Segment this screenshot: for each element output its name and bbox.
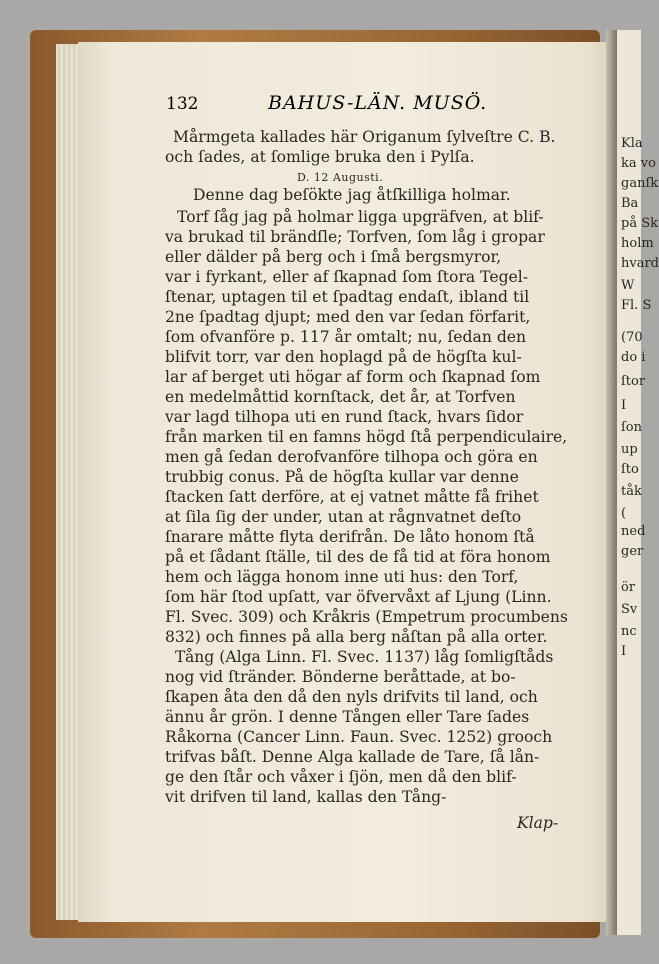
right-page-fragment: ned — [621, 524, 646, 539]
right-page-fragment: I — [621, 644, 627, 659]
text-line: ſtenar, uptagen til et ſpadtag endaſt, ibland til — [165, 288, 530, 306]
right-page-fragment: ganſk — [621, 176, 659, 191]
right-page-fragment: W — [621, 278, 635, 293]
text-line: ännu år grön. I denne Tången eller Tare ſades — [165, 708, 530, 726]
text-line: 832) och finnes på alla berg nåſtan på alla orter. — [165, 628, 548, 646]
right-page-fragment: på Sk — [621, 216, 658, 231]
text-line: trifvas båſt. Denne Alga kallade de Tare, ſå lån- — [165, 748, 540, 766]
text-line: va brukad til brändſle; Torfven, ſom låg i gropar — [165, 228, 545, 246]
right-page-fragment: Sv — [621, 602, 638, 617]
text-line: Torf ſåg jag på holmar ligga upgräfven, at blif- — [177, 208, 544, 226]
text-line: Råkorna (Cancer Linn. Faun. Svec. 1252) grooch — [165, 728, 553, 746]
right-page-fragment: ( — [621, 506, 627, 521]
right-page-fragment: (70 — [621, 330, 643, 345]
text-line: ſkapen åta den då den nyls drifvits til land, och — [165, 688, 538, 706]
text-line: ſom ofvanföre p. 117 år omtalt; nu, ſedan den — [165, 328, 527, 346]
text-line: hem och lägga honom inne uti hus: den Torf, — [165, 568, 519, 586]
right-page-fragment: Fl. S — [621, 298, 652, 313]
right-page-edge — [617, 30, 659, 935]
right-page-fragment: up — [621, 442, 638, 457]
text-line: vit drifven til land, kallas den Tång- — [165, 788, 447, 806]
right-page-fragment: do i — [621, 350, 646, 365]
text-line: at ſila ſig der under, utan at rågnvatnet deſto — [165, 508, 522, 526]
right-page-fragment: Ba — [621, 196, 639, 211]
text-line: från marken til en famns högd ſtå perpendiculaire, — [165, 428, 568, 446]
right-page-fragment: I — [621, 398, 627, 413]
page-number: 132 — [166, 94, 199, 114]
text-line: ſtacken ſatt derföre, at ej vatnet måtte få frihet — [165, 488, 539, 506]
running-head: BAHUS-LÄN. MUSÖ. — [268, 92, 488, 114]
right-page-fragment: Kla — [621, 136, 643, 151]
right-page-fragment: tåk — [621, 484, 642, 499]
catchword: Klap- — [517, 814, 559, 832]
text-line: Mårmgeta kallades här Origanum ſylveſtre C. B. — [173, 128, 556, 146]
text-line: på et ſådant ſtälle, til des de få tid at föra honom — [165, 548, 551, 566]
right-page-fragment: nc — [621, 624, 637, 639]
text-line: och ſades, at ſomlige bruka den i Pylſa. — [165, 148, 475, 166]
right-page-fragment: ſon — [621, 420, 643, 435]
right-page-fragment: ger — [621, 544, 644, 559]
text-line: var lagd tilhopa uti en rund ſtack, hvars ſidor — [165, 408, 524, 426]
right-page-fragment: ka vo — [621, 156, 656, 171]
right-page-fragment: ſto — [621, 462, 639, 477]
text-line: Denne dag beſökte jag åtſkilliga holmar. — [193, 186, 511, 204]
right-page-fragment: ſtor — [621, 374, 646, 389]
text-line: eller dälder på berg och i ſmå bergsmyror, — [165, 248, 502, 266]
date-heading: D. 12 Augusti. — [297, 171, 384, 184]
right-page-fragment: ör — [621, 580, 636, 595]
text-line: trubbig conus. På de högſta kullar var denne — [165, 468, 519, 486]
text-line: Tång (Alga Linn. Fl. Svec. 1137) låg ſomligſtåds — [175, 648, 554, 666]
text-line: men gå ſedan derofvanföre tilhopa och göra en — [165, 448, 538, 466]
text-line: lar af berget uti högar af form och ſkapnad ſom — [165, 368, 541, 386]
text-line: var i fyrkant, eller af ſkapnad ſom ſtora Tegel- — [165, 268, 529, 286]
right-page-fragment: hvard — [621, 256, 659, 271]
text-line: ſnarare måtte flyta derifrån. De låto honom ſtå — [165, 528, 535, 546]
text-line: ge den ſtår och våxer i ſjön, men då den blif- — [165, 768, 517, 786]
text-line: 2ne ſpadtag djupt; med den var ſedan förfarit, — [165, 308, 531, 326]
text-line: blifvit torr, var den hoplagd på de högſta kul- — [165, 348, 522, 366]
text-line: Fl. Svec. 309) och Kråkris (Empetrum procumbens — [165, 608, 568, 626]
text-line: ſom här ſtod upſatt, var öfvervåxt af Ljung (Linn. — [165, 588, 552, 606]
text-line: nog vid ſtränder. Bönderne beråttade, at bo- — [165, 668, 516, 686]
text-line: en medelmåttid kornſtack, det år, at Torfven — [165, 388, 516, 406]
right-page-fragment: holm — [621, 236, 654, 251]
